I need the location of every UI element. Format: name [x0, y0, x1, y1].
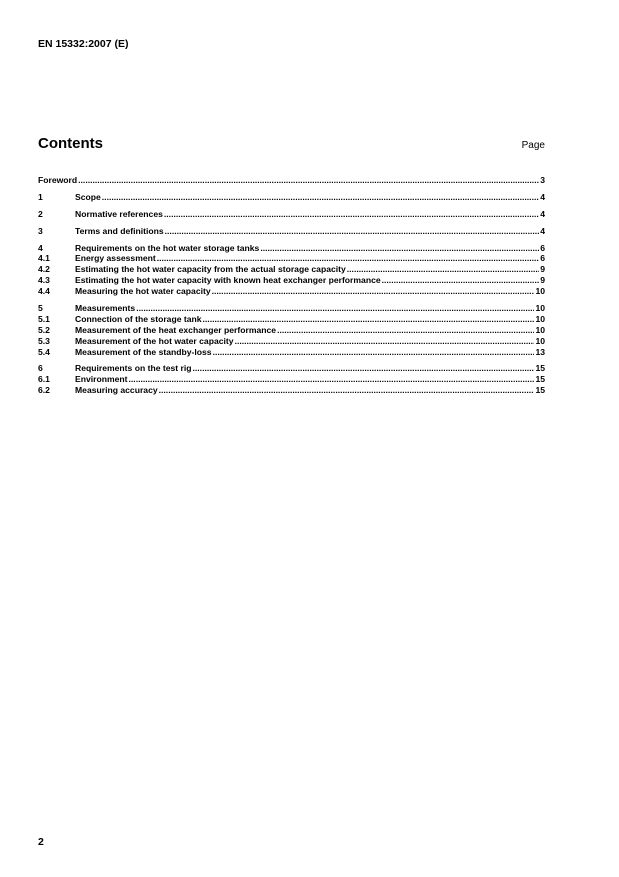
toc-dot-leader	[260, 243, 539, 254]
toc-entry-page: 10	[535, 324, 545, 335]
toc-entry[interactable]	[38, 303, 545, 314]
toc-dot-leader	[235, 336, 535, 347]
toc-entry-number: 4.1	[38, 253, 50, 264]
toc-entry[interactable]	[38, 374, 545, 385]
toc-entry-number: 5.1	[38, 313, 50, 324]
toc-entry-number: 4.3	[38, 275, 50, 286]
toc-dot-leader	[212, 286, 535, 297]
toc-entry[interactable]	[38, 325, 545, 336]
toc-entry-number: 4.4	[38, 286, 50, 297]
toc-entry-page: 10	[535, 286, 545, 297]
toc-dot-leader	[203, 314, 535, 325]
toc-entry[interactable]	[38, 347, 545, 358]
toc-dot-leader	[129, 374, 535, 385]
toc-dot-leader	[277, 325, 534, 336]
toc-entry-number: 5.3	[38, 335, 50, 346]
toc-entry[interactable]	[38, 175, 545, 186]
page-column-label: Page	[521, 140, 545, 151]
toc-entry-page: 9	[540, 275, 545, 286]
toc-entry-page: 13	[535, 346, 545, 357]
toc-entry-number: 1	[38, 191, 43, 202]
toc-group	[38, 192, 545, 203]
toc-entry-title: Requirements on the test rig	[75, 363, 192, 374]
toc-dot-leader	[136, 303, 534, 314]
toc-entry-page: 15	[535, 374, 545, 385]
toc-entry[interactable]	[38, 286, 545, 297]
toc-entry[interactable]	[38, 385, 545, 396]
toc-entry-page: 10	[535, 335, 545, 346]
toc-entry[interactable]	[38, 226, 545, 237]
toc-entry[interactable]	[38, 264, 545, 275]
toc-entry-title: Measuring accuracy	[75, 385, 158, 396]
toc-entry-page: 15	[535, 385, 545, 396]
toc-dot-leader	[382, 275, 540, 286]
toc-entry-title: Environment	[75, 374, 128, 385]
toc-entry-number: 6.1	[38, 374, 50, 385]
page-number: 2	[38, 836, 44, 848]
toc-entry-number: 5.2	[38, 324, 50, 335]
toc-entry-title: Terms and definitions	[75, 225, 164, 236]
toc-dot-leader	[165, 226, 540, 237]
toc-entry-page: 10	[535, 303, 545, 314]
toc-entry-page: 4	[540, 225, 545, 236]
toc-entry-page: 4	[540, 191, 545, 202]
toc-group	[38, 363, 545, 396]
toc-dot-leader	[193, 363, 535, 374]
document-header: EN 15332:2007 (E)	[38, 38, 129, 50]
toc-dot-leader	[78, 175, 539, 186]
toc-entry-title: Foreword	[38, 175, 78, 185]
toc-entry-title: Connection of the storage tank	[75, 313, 202, 324]
toc-entry-page: 4	[540, 208, 545, 219]
toc-entry-title: Scope	[75, 191, 101, 202]
toc-entry-title: Measuring the hot water capacity	[75, 286, 211, 297]
toc-group	[38, 243, 545, 297]
contents-heading: Contents	[38, 135, 103, 152]
toc-entry-title: Measurement of the heat exchanger performance	[75, 324, 277, 335]
toc-entry-page: 6	[540, 242, 545, 253]
toc-entry[interactable]	[38, 253, 545, 264]
toc-entry-page: 15	[535, 363, 545, 374]
toc-group	[38, 209, 545, 220]
toc-entry-page: 3	[540, 175, 545, 185]
toc-entry[interactable]	[38, 243, 545, 254]
toc-entry[interactable]	[38, 275, 545, 286]
toc-entry[interactable]	[38, 336, 545, 347]
toc-entry-title: Measurements	[75, 303, 136, 314]
toc-dot-leader	[102, 192, 539, 203]
toc-entry[interactable]	[38, 209, 545, 220]
toc-group	[38, 303, 545, 357]
toc-entry-number: 5	[38, 303, 43, 314]
toc-dot-leader	[164, 209, 539, 220]
toc-entry-number: 4	[38, 242, 43, 253]
toc-entry-title: Measurement of the hot water capacity	[75, 335, 234, 346]
toc-entry-number: 6	[38, 363, 43, 374]
toc-entry[interactable]	[38, 363, 545, 374]
toc-entry-page: 6	[540, 253, 545, 264]
toc-entry-title: Measurement of the standby-loss	[75, 346, 212, 357]
toc-group	[38, 226, 545, 237]
toc-entry-title: Estimating the hot water capacity with known heat exchanger performance	[75, 275, 381, 286]
toc-entry[interactable]	[38, 314, 545, 325]
toc-entry-number: 4.2	[38, 264, 50, 275]
toc-entry-title: Normative references	[75, 208, 163, 219]
toc-dot-leader	[157, 253, 539, 264]
toc-dot-leader	[213, 347, 535, 358]
toc-entry-title: Requirements on the hot water storage tanks	[75, 242, 260, 253]
toc-entry-number: 5.4	[38, 346, 50, 357]
toc-entry-page: 9	[540, 264, 545, 275]
table-of-contents	[38, 175, 545, 402]
toc-entry-number: 2	[38, 208, 43, 219]
toc-entry-title: Estimating the hot water capacity from the actual storage capacity	[75, 264, 346, 275]
toc-entry-page: 10	[535, 313, 545, 324]
toc-dot-leader	[159, 385, 535, 396]
toc-entry[interactable]	[38, 192, 545, 203]
toc-entry-number: 6.2	[38, 385, 50, 396]
toc-entry-title: Energy assessment	[75, 253, 156, 264]
toc-dot-leader	[347, 264, 539, 275]
toc-entry-number: 3	[38, 225, 43, 236]
toc-group	[38, 175, 545, 186]
